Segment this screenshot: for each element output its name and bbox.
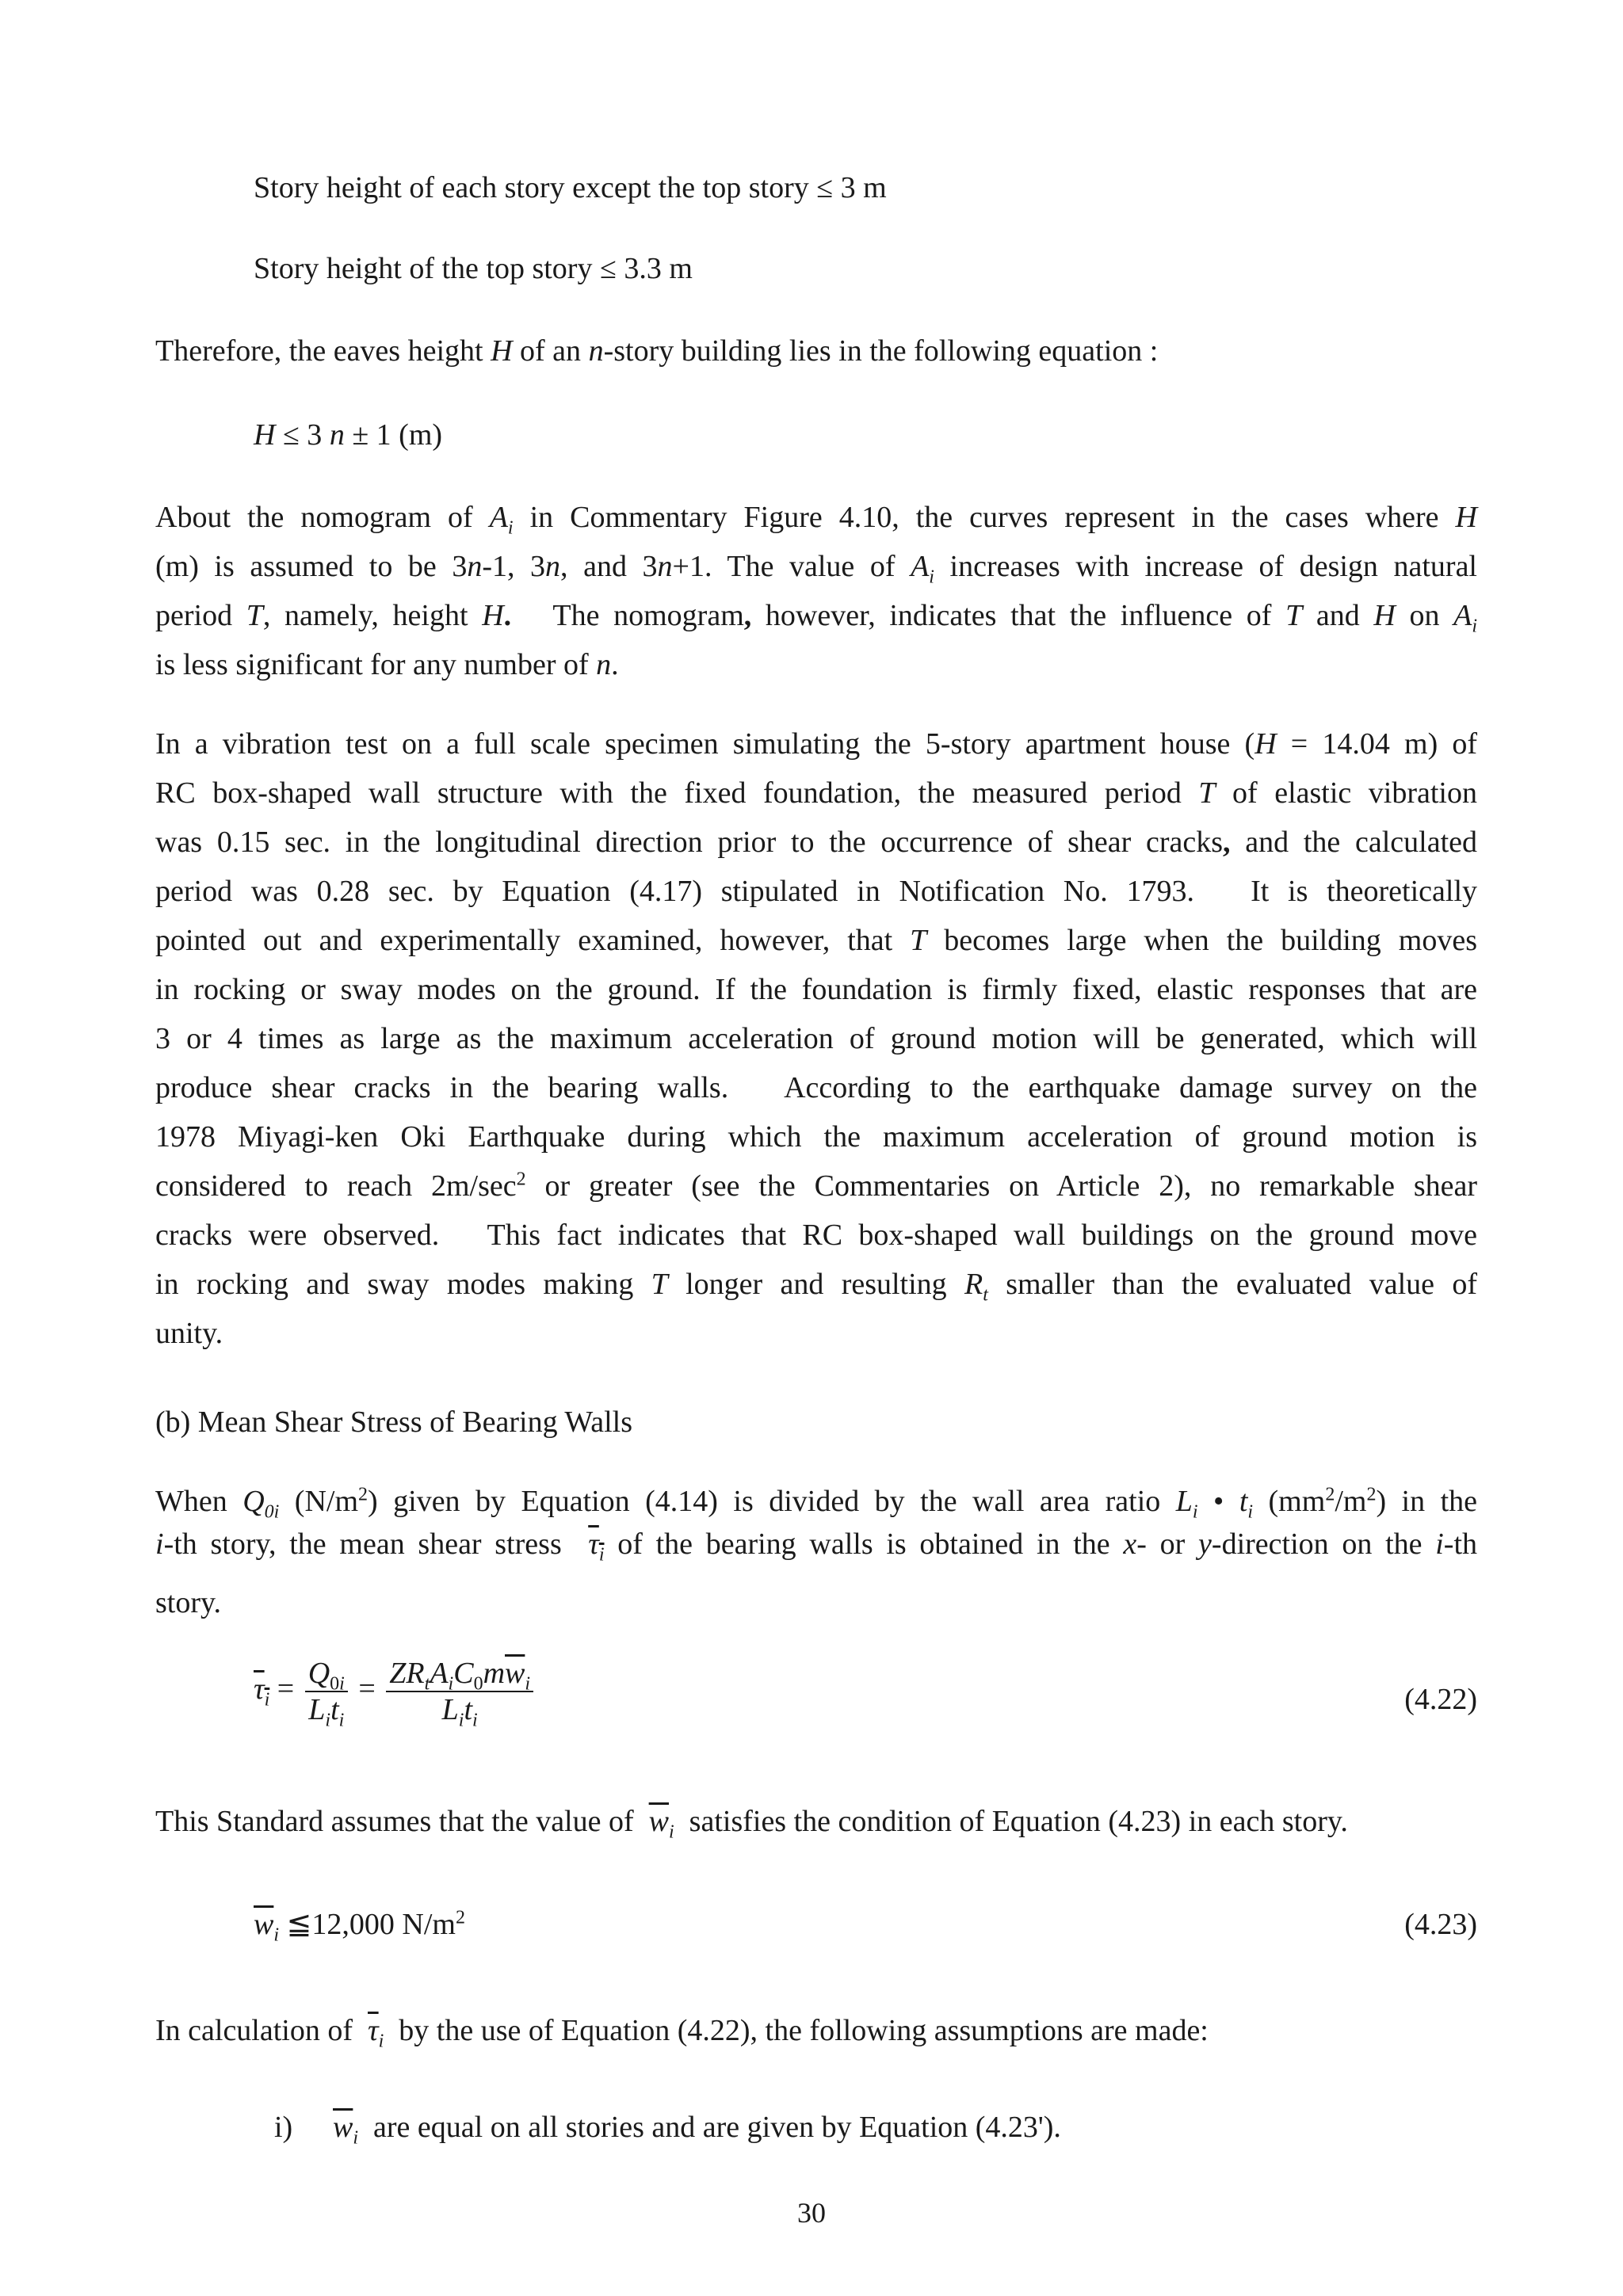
section-heading-b: (b) Mean Shear Stress of Bearing Walls (155, 1405, 632, 1439)
paragraph-standard-assumes: This Standard assumes that the value of $\overline{w}_i$ satisfies the condition of Equation (4.23) in each story. (155, 1805, 1348, 1843)
equation-number-4-23: (4.23) (1404, 1908, 1477, 1941)
paragraph-mean-shear: When $Q_{0i}$ $(N/m^2)$ given by Equation (4.14) is divided by the wall area ratio $L_i$ • $t_i$ $(mm^2/m^2)$ in the i-th story, the mean shear stress $\tau_i$ of the bearing walls is obtained in the x- or y-direction on the i-th story. (155, 1484, 1478, 1619)
page-number: 30 (797, 2197, 826, 2229)
story-height-line-2: Story height of the top story ≤ 3.3 m (254, 252, 693, 285)
paragraph-vibration-test: In a vibration test on a full scale specimen simulating the 5-story apartment house (H = 14.04 m) of RC box-shaped wall structure with the fixed foundation, the measured period T of elastic vibration was 0.15 sec. in the longitudinal direction prior to the occurrence of shear cracks, and the calculated period was 0.28 sec. by Equation (4.17) stipulated in Notification No. 1793. It is theoretically pointed out and experimentally examined, however, that T becomes large when the building moves in rocking or sway modes on the ground. If the foundation is firmly fixed, elastic responses that are 3 or 4 times as large as the maximum acceleration of ground motion will be generated, which will produce shear cracks in the bearing walls. According to the earthquake damage survey on the 1978 Miyagi-ken Oki Earthquake during which the maximum acceleration of ground motion is considered to reach $2m/\sec^2$ or greater (see the Commentaries on Article 2), no remarkable shear cracks were observed. This fact indicates that RC box-shaped wall buildings on the ground move in rocking and sway modes making T longer and resulting $R_t$ smaller than the evaluated value of unity. (155, 727, 1478, 1350)
equation-4-22: $\tau_i$ = $\frac{Q_{0i}}{L_it_i}$ = $\frac{ZR_tA_iC_0m\overline{w}_i}{L_it_i}$ (254, 1656, 537, 1727)
list-item-text: $\overline{w}_i$ are equal on all stories and are given by Equation (4.23'). (333, 2111, 1061, 2149)
equation-4-23: $\overline{w}_i$ ≦12,000 $N/m^2$ (254, 1907, 465, 1946)
story-height-line-1: Story height of each story except the top story ≤ 3 m (254, 171, 887, 204)
equation-number-4-22: (4.22) (1404, 1683, 1477, 1716)
paragraph-nomogram: About the nomogram of $A_i$ in Commentary Figure 4.10, the curves represent in the cases where H (m) is assumed to be 3n-1, 3n, and 3n+1. The value of $A_i$ increases with increase of design natural period T, namely, height H. The nomogram, however, indicates that the influence of T and H on $A_i$ is less significant for any number of n. (155, 501, 1478, 681)
list-item-marker: i) (274, 2111, 293, 2144)
paragraph-eaves-height: Therefore, the eaves height H of an n-story building lies in the following equation : (155, 334, 1159, 368)
equation-eaves-height: H ≤ 3 n ± 1 (m) (254, 418, 443, 452)
paragraph-assumptions: In calculation of $\overline{\tau}_i$ by the use of Equation (4.22), the following assumptions are made: (155, 2014, 1209, 2052)
